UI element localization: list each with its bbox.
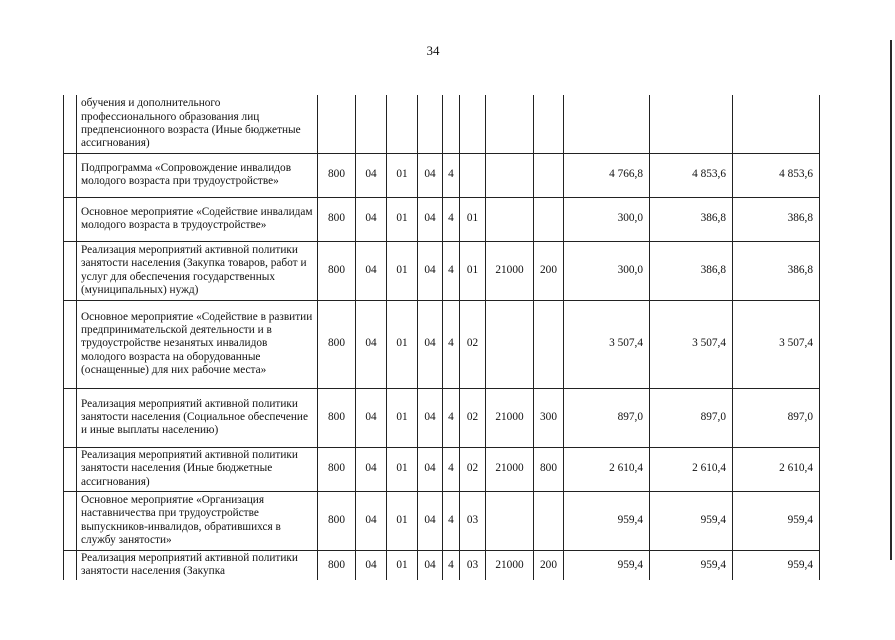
code-subprogram: 4 (443, 388, 460, 447)
amount-year-1: 959,4 (564, 491, 650, 550)
row-name: Основное мероприятие «Организация наставничества при трудоустройстве выпускников-инвалидов, обратившихся в службу занятости» (77, 491, 318, 550)
table-row (64, 550, 820, 580)
code-section: 04 (356, 550, 387, 580)
amount-year-2: 959,4 (650, 491, 733, 550)
code-admin: 800 (318, 153, 356, 197)
amount-year-1: 2 610,4 (564, 447, 650, 491)
amount-year-2: 897,0 (650, 388, 733, 447)
code-section: 04 (356, 300, 387, 388)
row-name: Основное мероприятие «Содействие инвалидам молодого возраста в трудоустройстве» (77, 197, 318, 241)
code-program: 04 (418, 388, 443, 447)
code-subsection: 01 (387, 491, 418, 550)
code-subprogram: 4 (443, 550, 460, 580)
row-marker-cell (64, 491, 77, 550)
amount-year-2: 2 610,4 (650, 447, 733, 491)
code-subsection (387, 95, 418, 153)
code-event: 02 (460, 447, 486, 491)
code-event: 03 (460, 550, 486, 580)
code-program: 04 (418, 197, 443, 241)
code-section: 04 (356, 491, 387, 550)
code-expense-type (534, 153, 564, 197)
code-admin (318, 95, 356, 153)
amount-year-1: 3 507,4 (564, 300, 650, 388)
code-subprogram (443, 95, 460, 153)
table-row (64, 241, 820, 300)
code-admin: 800 (318, 197, 356, 241)
code-expense-type: 200 (534, 550, 564, 580)
scan-edge-line (890, 40, 892, 560)
amount-year-3: 897,0 (733, 388, 820, 447)
amount-year-2 (650, 95, 733, 153)
code-expense-type: 800 (534, 447, 564, 491)
code-direction: 21000 (486, 550, 534, 580)
amount-year-3: 386,8 (733, 241, 820, 300)
code-subprogram: 4 (443, 300, 460, 388)
code-direction (486, 300, 534, 388)
code-section (356, 95, 387, 153)
amount-year-3 (733, 95, 820, 153)
code-subprogram: 4 (443, 241, 460, 300)
code-expense-type (534, 491, 564, 550)
code-subsection: 01 (387, 447, 418, 491)
row-name: Реализация мероприятий активной политики занятости населения (Закупка товаров, работ и услуг для обеспечения государственных (муниципальных) нужд) (77, 241, 318, 300)
code-subsection: 01 (387, 153, 418, 197)
code-event (460, 95, 486, 153)
amount-year-2: 386,8 (650, 241, 733, 300)
row-marker-cell (64, 388, 77, 447)
row-marker-cell (64, 300, 77, 388)
code-admin: 800 (318, 388, 356, 447)
code-admin: 800 (318, 447, 356, 491)
code-event: 02 (460, 388, 486, 447)
code-section: 04 (356, 153, 387, 197)
code-expense-type (534, 197, 564, 241)
code-section: 04 (356, 388, 387, 447)
code-direction: 21000 (486, 447, 534, 491)
code-subsection: 01 (387, 197, 418, 241)
row-name: Подпрограмма «Сопровождение инвалидов молодого возраста при трудоустройстве» (77, 153, 318, 197)
code-direction (486, 95, 534, 153)
code-subprogram: 4 (443, 197, 460, 241)
code-admin: 800 (318, 491, 356, 550)
code-event: 01 (460, 197, 486, 241)
row-name: Реализация мероприятий активной политики занятости населения (Закупка (77, 550, 318, 580)
row-marker-cell (64, 241, 77, 300)
row-name: Основное мероприятие «Содействие в развитии предпринимательской деятельности и в трудоустройстве незанятых инвалидов молодого возраста на оборудованные (оснащенные) для них рабочие места» (77, 300, 318, 388)
row-name: обучения и дополнительного профессионального образования лиц предпенсионного возраста (Иные бюджетные ассигнования) (77, 95, 318, 153)
amount-year-1 (564, 95, 650, 153)
row-marker-cell (64, 197, 77, 241)
code-event: 01 (460, 241, 486, 300)
code-admin: 800 (318, 241, 356, 300)
code-direction: 21000 (486, 241, 534, 300)
code-expense-type: 300 (534, 388, 564, 447)
amount-year-2: 3 507,4 (650, 300, 733, 388)
row-marker-cell (64, 153, 77, 197)
amount-year-1: 300,0 (564, 197, 650, 241)
code-event: 03 (460, 491, 486, 550)
code-direction (486, 491, 534, 550)
amount-year-2: 386,8 (650, 197, 733, 241)
code-program: 04 (418, 491, 443, 550)
row-name: Реализация мероприятий активной политики занятости населения (Иные бюджетные ассигнования) (77, 447, 318, 491)
row-marker-cell (64, 95, 77, 153)
code-event (460, 153, 486, 197)
amount-year-1: 4 766,8 (564, 153, 650, 197)
amount-year-2: 4 853,6 (650, 153, 733, 197)
table-row (64, 447, 820, 491)
code-subsection: 01 (387, 300, 418, 388)
amount-year-1: 897,0 (564, 388, 650, 447)
amount-year-1: 959,4 (564, 550, 650, 580)
code-subsection: 01 (387, 550, 418, 580)
amount-year-3: 2 610,4 (733, 447, 820, 491)
code-direction: 21000 (486, 388, 534, 447)
code-subprogram: 4 (443, 153, 460, 197)
code-program: 04 (418, 241, 443, 300)
code-expense-type: 200 (534, 241, 564, 300)
amount-year-3: 4 853,6 (733, 153, 820, 197)
code-program (418, 95, 443, 153)
amount-year-3: 386,8 (733, 197, 820, 241)
code-direction (486, 197, 534, 241)
amount-year-3: 959,4 (733, 491, 820, 550)
code-subsection: 01 (387, 388, 418, 447)
code-subprogram: 4 (443, 447, 460, 491)
amount-year-3: 959,4 (733, 550, 820, 580)
code-section: 04 (356, 447, 387, 491)
table-row (64, 197, 820, 241)
row-name: Реализация мероприятий активной политики занятости населения (Социальное обеспечение и иные выплаты населению) (77, 388, 318, 447)
code-program: 04 (418, 447, 443, 491)
code-section: 04 (356, 241, 387, 300)
table-row (64, 388, 820, 447)
amount-year-3: 3 507,4 (733, 300, 820, 388)
code-section: 04 (356, 197, 387, 241)
amount-year-2: 959,4 (650, 550, 733, 580)
page-number: 34 (426, 43, 440, 58)
code-program: 04 (418, 153, 443, 197)
table-row (64, 95, 820, 153)
row-marker-cell (64, 550, 77, 580)
code-expense-type (534, 300, 564, 388)
table-row (64, 300, 820, 388)
code-admin: 800 (318, 300, 356, 388)
table-row (64, 153, 820, 197)
code-direction (486, 153, 534, 197)
row-marker-cell (64, 447, 77, 491)
code-admin: 800 (318, 550, 356, 580)
table-row (64, 491, 820, 550)
code-subprogram: 4 (443, 491, 460, 550)
code-event: 02 (460, 300, 486, 388)
code-program: 04 (418, 300, 443, 388)
code-expense-type (534, 95, 564, 153)
budget-table (63, 95, 820, 580)
amount-year-1: 300,0 (564, 241, 650, 300)
code-subsection: 01 (387, 241, 418, 300)
code-program: 04 (418, 550, 443, 580)
